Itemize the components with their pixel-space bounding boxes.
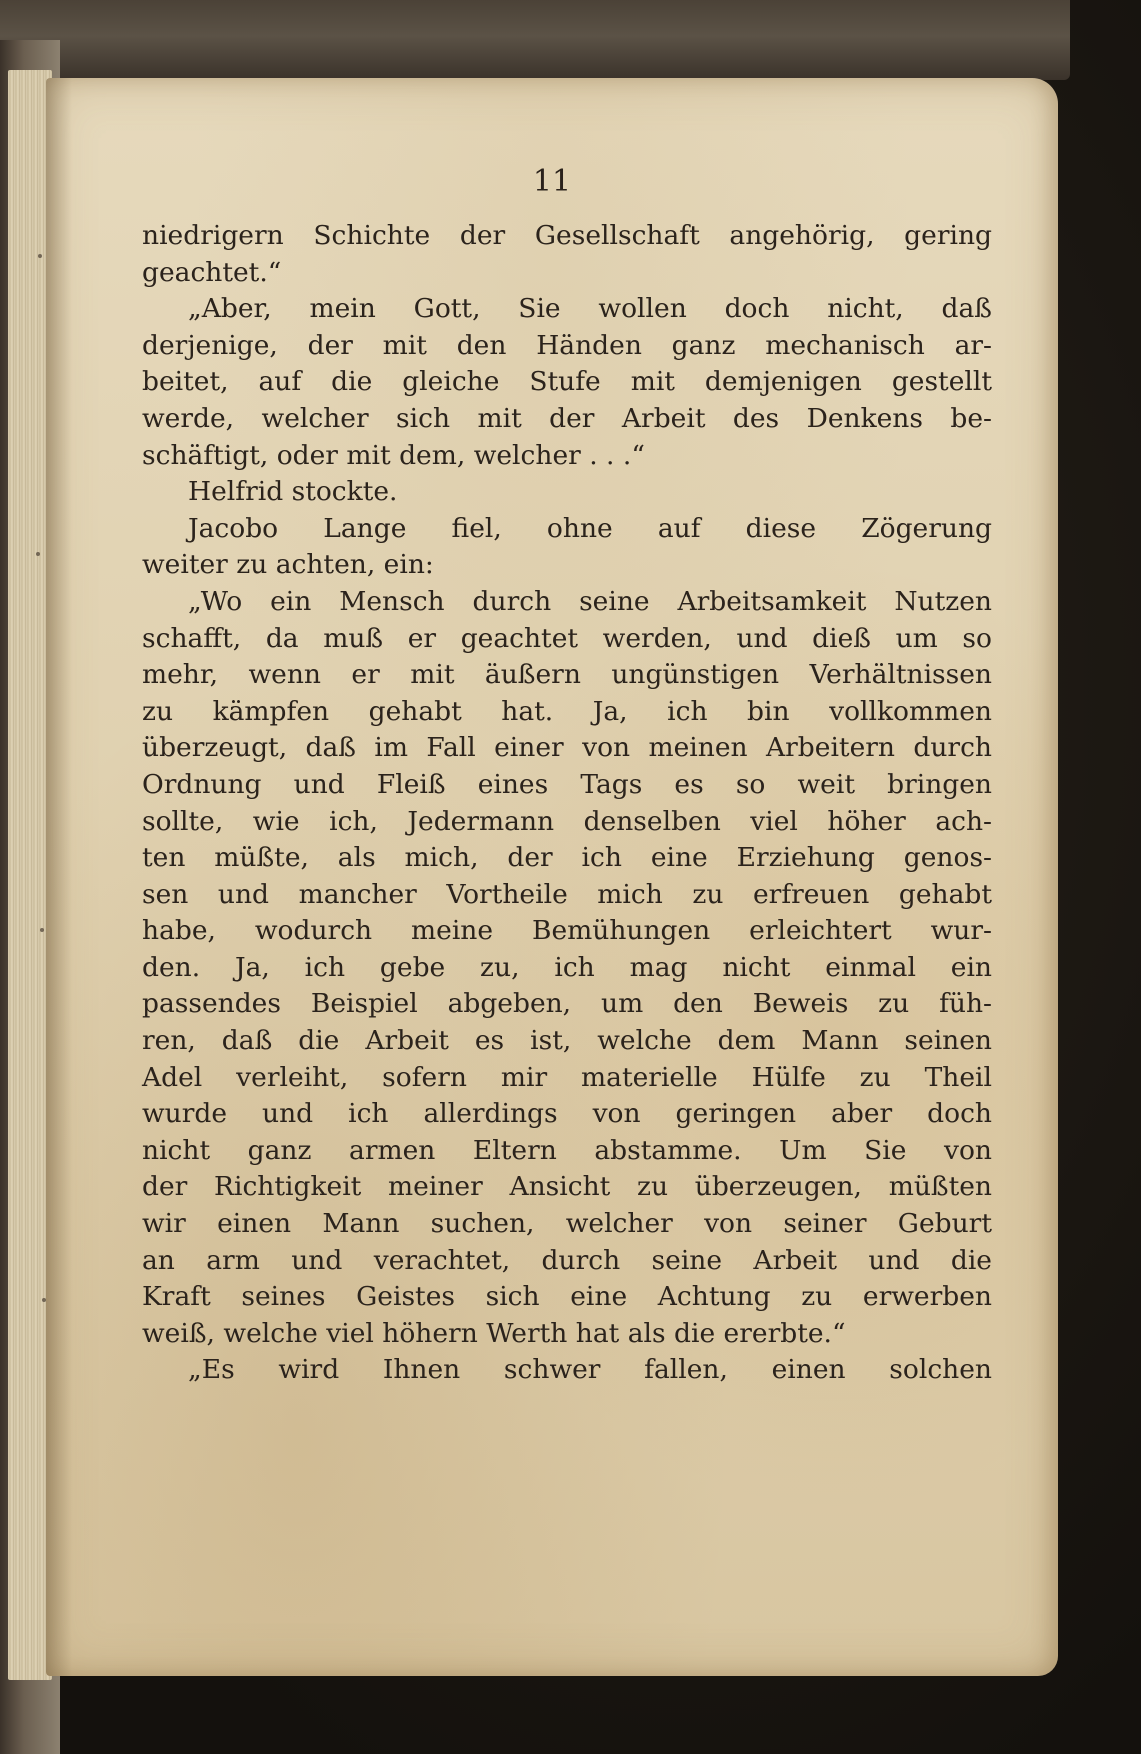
text-line: überzeugt, daß im Fall einer von meinen Arbeitern durch <box>142 732 992 764</box>
text-line: nicht ganz armen Eltern abstamme. Um Sie von <box>142 1134 992 1166</box>
text-line: der Richtigkeit meiner Ansicht zu überzeugen, müßten <box>142 1171 992 1203</box>
text-line: „Aber, mein Gott, Sie wollen doch nicht, daß <box>188 293 992 325</box>
text-line: Helfrid stockte. <box>188 476 398 508</box>
text-line: niedrigern Schichte der Gesellschaft angehörig, gering <box>142 220 992 251</box>
text-line: werde, welcher sich mit der Arbeit des Denkens be- <box>142 402 992 434</box>
text-line: den. Ja, ich gebe zu, ich mag nicht einmal ein <box>142 951 992 983</box>
text-line: schäftigt, oder mit dem, welcher . . .“ <box>142 439 645 471</box>
text-line: passendes Beispiel abgeben, um den Beweis zu füh- <box>142 988 992 1020</box>
book-cover-edge <box>0 0 1070 80</box>
body-text <box>142 218 992 1389</box>
ink-speck <box>38 254 42 258</box>
text-line: habe, wodurch meine Bemühungen erleichtert wur- <box>142 915 992 947</box>
text-line: weiß, welche viel höhern Werth hat als die ererbte.“ <box>142 1317 846 1349</box>
text-line: Adel verleiht, sofern mir materielle Hülfe zu Theil <box>142 1061 992 1093</box>
page-number: 11 <box>532 164 572 199</box>
text-line: sollte, wie ich, Jedermann denselben viel höher ach- <box>142 805 992 837</box>
text-line: geachtet.“ <box>142 256 282 288</box>
text-line: weiter zu achten, ein: <box>142 549 434 581</box>
text-line: Kraft seines Geistes sich eine Achtung zu erwerben <box>142 1281 992 1313</box>
ink-speck <box>40 928 44 932</box>
text-line: mehr, wenn er mit äußern ungünstigen Verhältnissen <box>142 659 992 691</box>
text-line: schafft, da muß er geachtet werden, und dieß um so <box>142 622 992 654</box>
text-line: wurde und ich allerdings von geringen aber doch <box>142 1098 992 1130</box>
text-line: „Es wird Ihnen schwer fallen, einen solchen <box>188 1354 992 1386</box>
text-line: wir einen Mann suchen, welcher von seiner Geburt <box>142 1208 992 1240</box>
gutter-shadow <box>46 78 72 1676</box>
text-line: derjenige, der mit den Händen ganz mechanisch ar- <box>142 329 992 361</box>
ink-speck <box>42 1298 46 1302</box>
text-line: an arm und verachtet, durch seine Arbeit und die <box>142 1244 992 1276</box>
text-line: beitet, auf die gleiche Stufe mit demjenigen gestellt <box>142 366 992 398</box>
text-line: Ordnung und Fleiß eines Tags es so weit bringen <box>142 768 992 800</box>
ink-speck <box>36 552 40 556</box>
text-line: sen und mancher Vortheile mich zu erfreuen gehabt <box>142 878 992 910</box>
text-line: „Wo ein Mensch durch seine Arbeitsamkeit Nutzen <box>188 585 992 617</box>
text-line: zu kämpfen gehabt hat. Ja, ich bin vollkommen <box>142 695 992 727</box>
book-page <box>46 78 1058 1676</box>
text-line: ren, daß die Arbeit es ist, welche dem Mann seinen <box>142 1025 992 1057</box>
text-line: Jacobo Lange fiel, ohne auf diese Zögerung <box>188 512 992 544</box>
text-line: ten müßte, als mich, der ich eine Erziehung genos- <box>142 842 992 874</box>
